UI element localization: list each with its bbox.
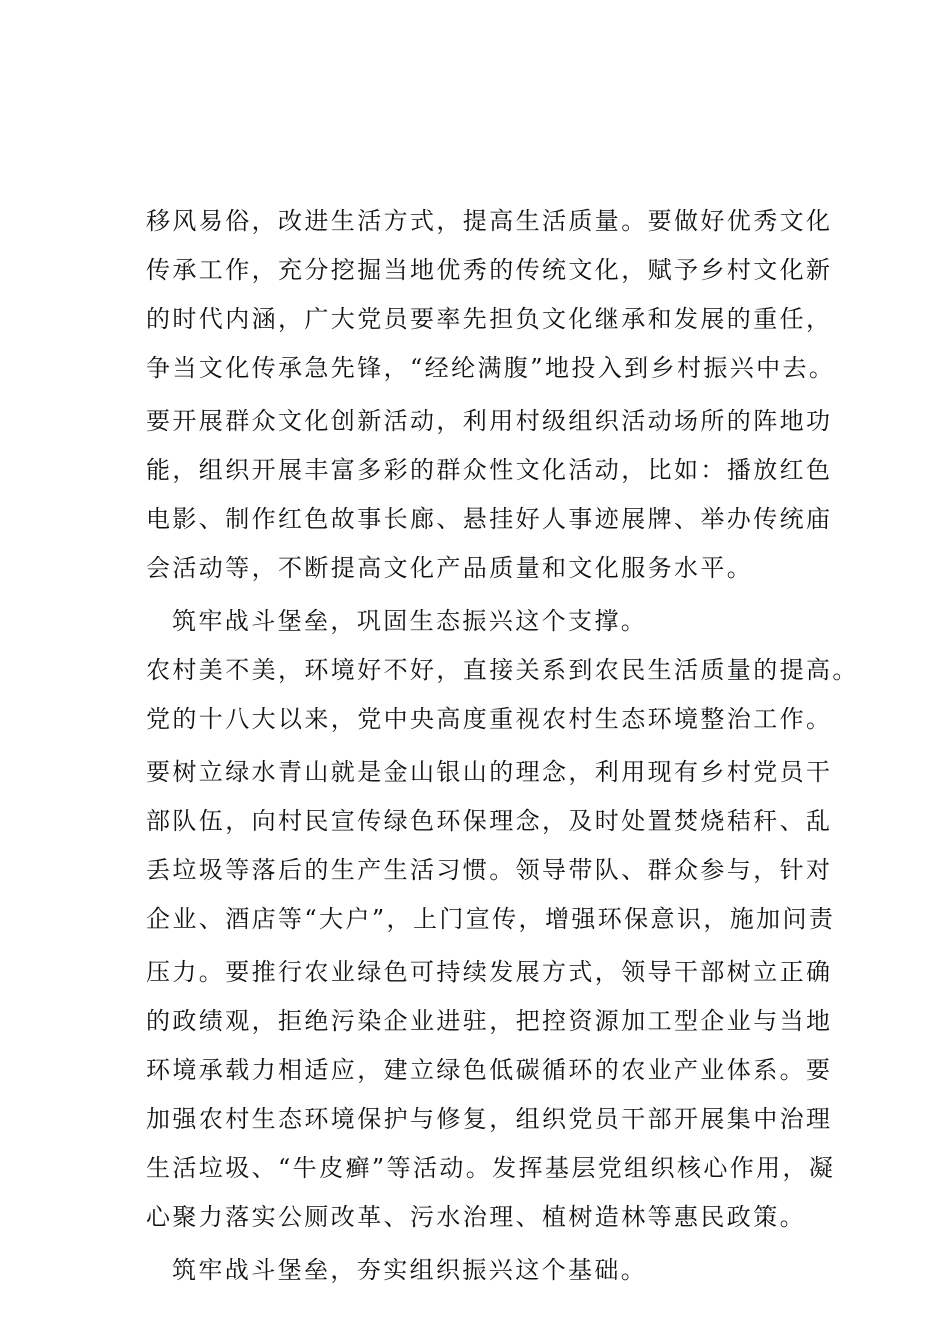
text-line: 要开展群众文化创新活动，利用村级组织活动场所的阵地功 (146, 407, 833, 435)
text-line: 要树立绿水青山就是金山银山的理念，利用现有乡村党员干 (146, 758, 833, 786)
text-line: 丢垃圾等落后的生产生活习惯。领导带队、群众参与，针对 (146, 856, 833, 884)
text-line: 部队伍，向村民宣传绿色环保理念，及时处置焚烧秸秆、乱 (146, 807, 833, 835)
text-line: 争当文化传承急先锋，“经纶满腹”地投入到乡村振兴中去。 (146, 354, 836, 382)
text-line: 党的十八大以来，党中央高度重视农村生态环境整治工作。 (146, 705, 833, 733)
text-line: 农村美不美，环境好不好，直接关系到农民生活质量的提高。 (146, 656, 859, 684)
text-line: 企业、酒店等“大户”，上门宣传，增强环保意识，施加问责 (146, 905, 836, 933)
text-line: 心聚力落实公厕改革、污水治理、植树造林等惠民政策。 (146, 1203, 806, 1231)
text-line: 压力。要推行农业绿色可持续发展方式，领导干部树立正确 (146, 958, 833, 986)
text-line: 生活垃圾、“牛皮癣”等活动。发挥基层党组织核心作用，凝 (146, 1154, 836, 1182)
text-line: 加强农村生态环境保护与修复，组织党员干部开展集中治理 (146, 1105, 833, 1133)
text-line: 的时代内涵，广大党员要率先担负文化继承和发展的重任， (146, 305, 833, 333)
section-heading: 筑牢战斗堡垒，巩固生态振兴这个支撑。 (172, 607, 648, 635)
text-line: 移风易俗，改进生活方式，提高生活质量。要做好优秀文化 (146, 207, 833, 235)
section-heading: 筑牢战斗堡垒，夯实组织振兴这个基础。 (172, 1256, 648, 1284)
text-line: 会活动等，不断提高文化产品质量和文化服务水平。 (146, 554, 754, 582)
text-line: 环境承载力相适应，建立绿色低碳循环的农业产业体系。要 (146, 1056, 833, 1084)
text-line: 能，组织开展丰富多彩的群众性文化活动，比如：播放红色 (146, 456, 833, 484)
text-line: 传承工作，充分挖掘当地优秀的传统文化，赋予乡村文化新 (146, 256, 833, 284)
text-line: 的政绩观，拒绝污染企业进驻，把控资源加工型企业与当地 (146, 1007, 833, 1035)
text-line: 电影、制作红色故事长廊、悬挂好人事迹展牌、举办传统庙 (146, 505, 833, 533)
